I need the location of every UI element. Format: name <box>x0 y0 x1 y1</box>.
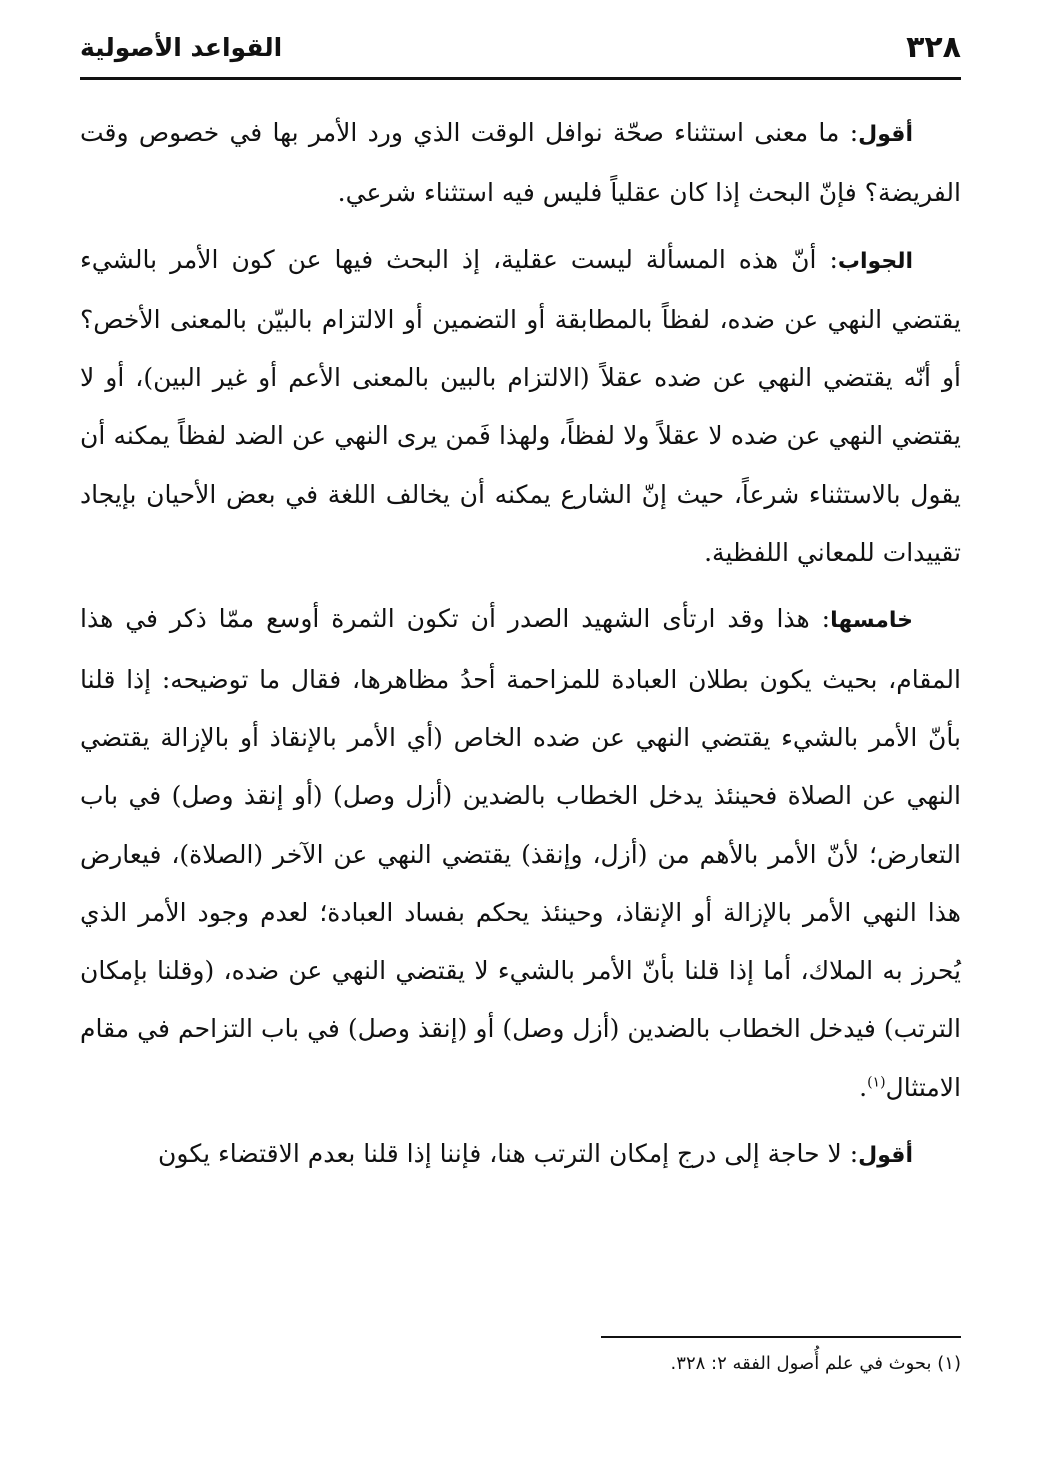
footnote-reference: (١) <box>867 1074 886 1091</box>
paragraph-lead: خامسها <box>830 608 913 634</box>
paragraph-tail: . <box>859 1072 868 1102</box>
body-text <box>80 104 961 1193</box>
paragraph-lead: أقول <box>858 1143 913 1169</box>
paragraph <box>80 1125 961 1185</box>
paragraph-lead: الجواب <box>837 248 913 274</box>
page-number: ٣٢٨ <box>906 30 961 65</box>
footnote-divider <box>601 1336 961 1338</box>
paragraph <box>80 104 961 223</box>
paragraph-text: : ما معنى استثناء صحّة نوافل الوقت الذي ورد الأمر بها في خصوص وقت الفريضة؟ فإنّ البحث إذا كان عقلياً فليس فيه استثناء شرعي. <box>80 118 961 208</box>
footnote: (١) بحوث في علم أُصول الفقه ٢: ٣٢٨. <box>670 1353 961 1374</box>
paragraph-text: : أنّ هذه المسألة ليست عقلية، إذ البحث فيها عن كون الأمر بالشيء يقتضي النهي عن ضده، لفظاً بالمطابقة أو التضمين أو الالتزام بالبيّن بالمعنى الأخص؟ أو أنّه يقتضي النهي عن ضده عقلاً (الالتزام بالبين بالمعنى الأعم أو غير البين)، أو لا يقتضي النهي عن ضده لا عقلاً ولا لفظاً، ولهذا فَمن يرى النهي عن الضد لفظاً يمكنه أن يقول بالاستثناء شرعاً، حيث إنّ الشارع يمكنه أن يخالف اللغة في بعض الأحيان بإيجاد تقييدات للمعاني اللفظية. <box>80 244 961 568</box>
paragraph-lead: أقول <box>858 122 913 147</box>
paragraph <box>80 590 961 1117</box>
page-header <box>80 22 961 80</box>
paragraph-text: : هذا وقد ارتأى الشهيد الصدر أن تكون الثمرة أوسع ممّا ذكر في هذا المقام، بحيث يكون بطلان العبادة للمزاحمة أحدُ مظاهرها، فقال ما توضيحه: إذا قلنا بأنّ الأمر بالشيء يقتضي النهي عن ضده الخاص (أي الأمر بالإنقاذ أو بالإزالة يقتضي النهي عن الصلاة فحينئذ يدخل الخطاب بالضدين (أزل وصل) (أو إنقذ وصل) في باب التعارض؛ لأنّ الأمر بالأهم من (أزل، وإنقذ) يقتضي النهي عن الآخر (الصلاة)، فيعارض هذا النهي الأمر بالإزالة أو الإنقاذ، وحينئذ يحكم بفساد العبادة؛ لعدم وجود الأمر الذي يُحرز به الملاك، أما إذا قلنا بأنّ الأمر بالشيء لا يقتضي النهي عن ضده، (وقلنا بإمكان الترتب) فيدخل الخطاب بالضدين (أزل وصل) أو (إنقذ وصل) في باب التزاحم في مقام الامتثال <box>80 604 961 1102</box>
paragraph-text: : لا حاجة إلى درج إمكان الترتب هنا، فإننا إذا قلنا بعدم الاقتضاء يكون <box>158 1139 859 1169</box>
paragraph <box>80 231 961 583</box>
running-title: القواعد الأصولية <box>80 33 283 62</box>
